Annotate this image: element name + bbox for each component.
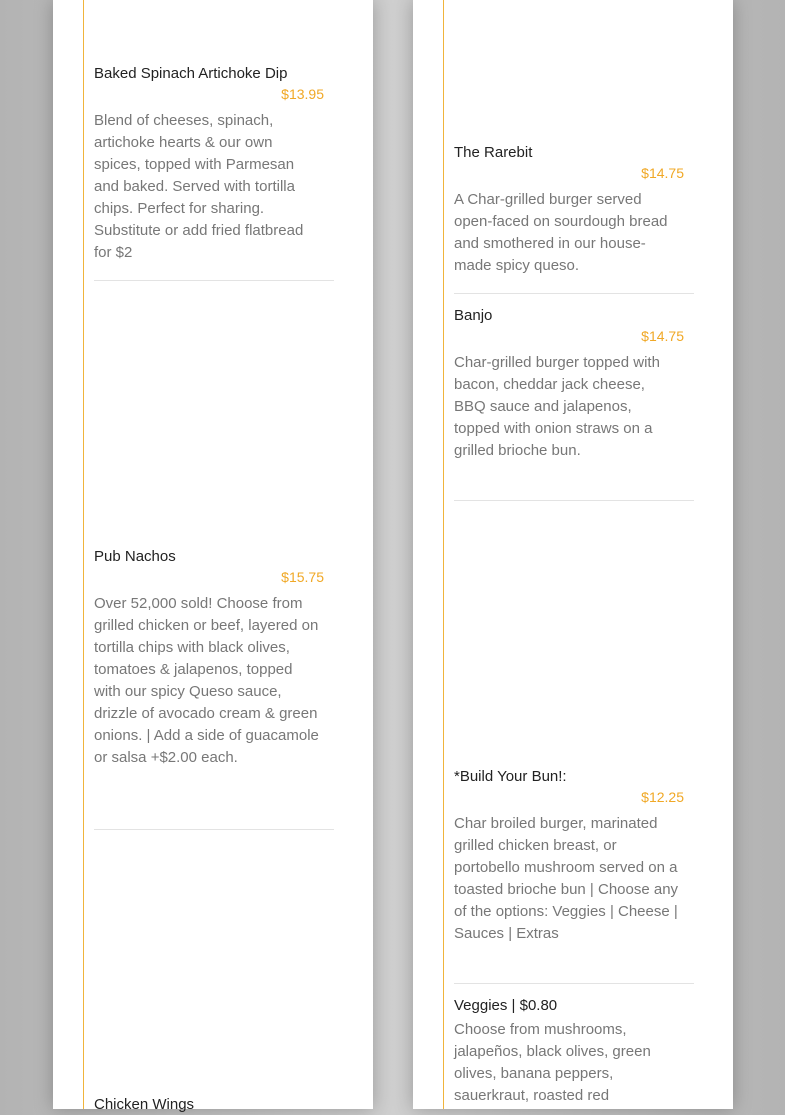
divider bbox=[454, 983, 694, 984]
menu-item-description: Over 52,000 sold! Choose from grilled chicken or beef, layered on tortilla chips with black olives, tomatoes & jalapenos, topped with our spicy Queso sauce, drizzle of avocado cream & green onions. | Add a side of guacamole or salsa +$2.00 each. bbox=[94, 595, 319, 766]
menu-item-name: Veggies | $0.80 bbox=[454, 997, 558, 1014]
menu-item-name: Chicken Wings bbox=[94, 1096, 195, 1113]
menu-item[interactable] bbox=[94, 64, 334, 264]
menu-item[interactable] bbox=[454, 143, 694, 277]
menu-item-name: Pub Nachos bbox=[94, 548, 176, 565]
menu-column-right bbox=[413, 0, 733, 1109]
menu-item-description: A Char-grilled burger served open-faced on sourdough bread and smothered in our house-made spicy queso. bbox=[454, 191, 668, 274]
menu-item[interactable] bbox=[94, 547, 334, 769]
menu-item[interactable] bbox=[454, 306, 694, 462]
menu-item[interactable] bbox=[454, 767, 694, 945]
menu-item-name: The Rarebit bbox=[454, 144, 533, 161]
menu-item-price: $14.75 bbox=[641, 165, 684, 181]
menu-item-price: $14.75 bbox=[641, 328, 684, 344]
accent-rail bbox=[443, 0, 444, 1109]
menu-item-price: $13.95 bbox=[281, 86, 324, 102]
menu-item-description: Choose from mushrooms, jalapeños, black olives, green olives, banana peppers, sauerkraut, roasted red bbox=[454, 1021, 651, 1104]
menu-item-price: $12.25 bbox=[641, 789, 684, 805]
menu-item-description: Char-grilled burger topped with bacon, cheddar jack cheese, BBQ sauce and jalapenos, topped with onion straws on a grilled brioche bun. bbox=[454, 354, 660, 459]
accent-rail bbox=[83, 0, 84, 1109]
menu-item-name: *Build Your Bun!: bbox=[454, 768, 567, 785]
menu-item-name: Banjo bbox=[454, 307, 493, 324]
menu-item-description: Blend of cheeses, spinach, artichoke hearts & our own spices, topped with Parmesan and baked. Served with tortilla chips. Perfect for sharing. Substitute or add fried flatbread for $2 bbox=[94, 112, 304, 261]
divider bbox=[454, 293, 694, 294]
divider bbox=[454, 500, 694, 501]
menu-item-description: Char broiled burger, marinated grilled chicken breast, or portobello mushroom served on a toasted brioche bun | Choose any of the options: Veggies | Cheese | Sauces | Extras bbox=[454, 815, 679, 942]
divider bbox=[94, 829, 334, 830]
menu-item-name: Baked Spinach Artichoke Dip bbox=[94, 65, 288, 82]
menu-item[interactable] bbox=[454, 996, 694, 1107]
divider bbox=[94, 280, 334, 281]
menu-item[interactable] bbox=[94, 1095, 334, 1115]
menu-item-price: $15.75 bbox=[281, 569, 324, 585]
menu-column-left bbox=[53, 0, 373, 1113]
